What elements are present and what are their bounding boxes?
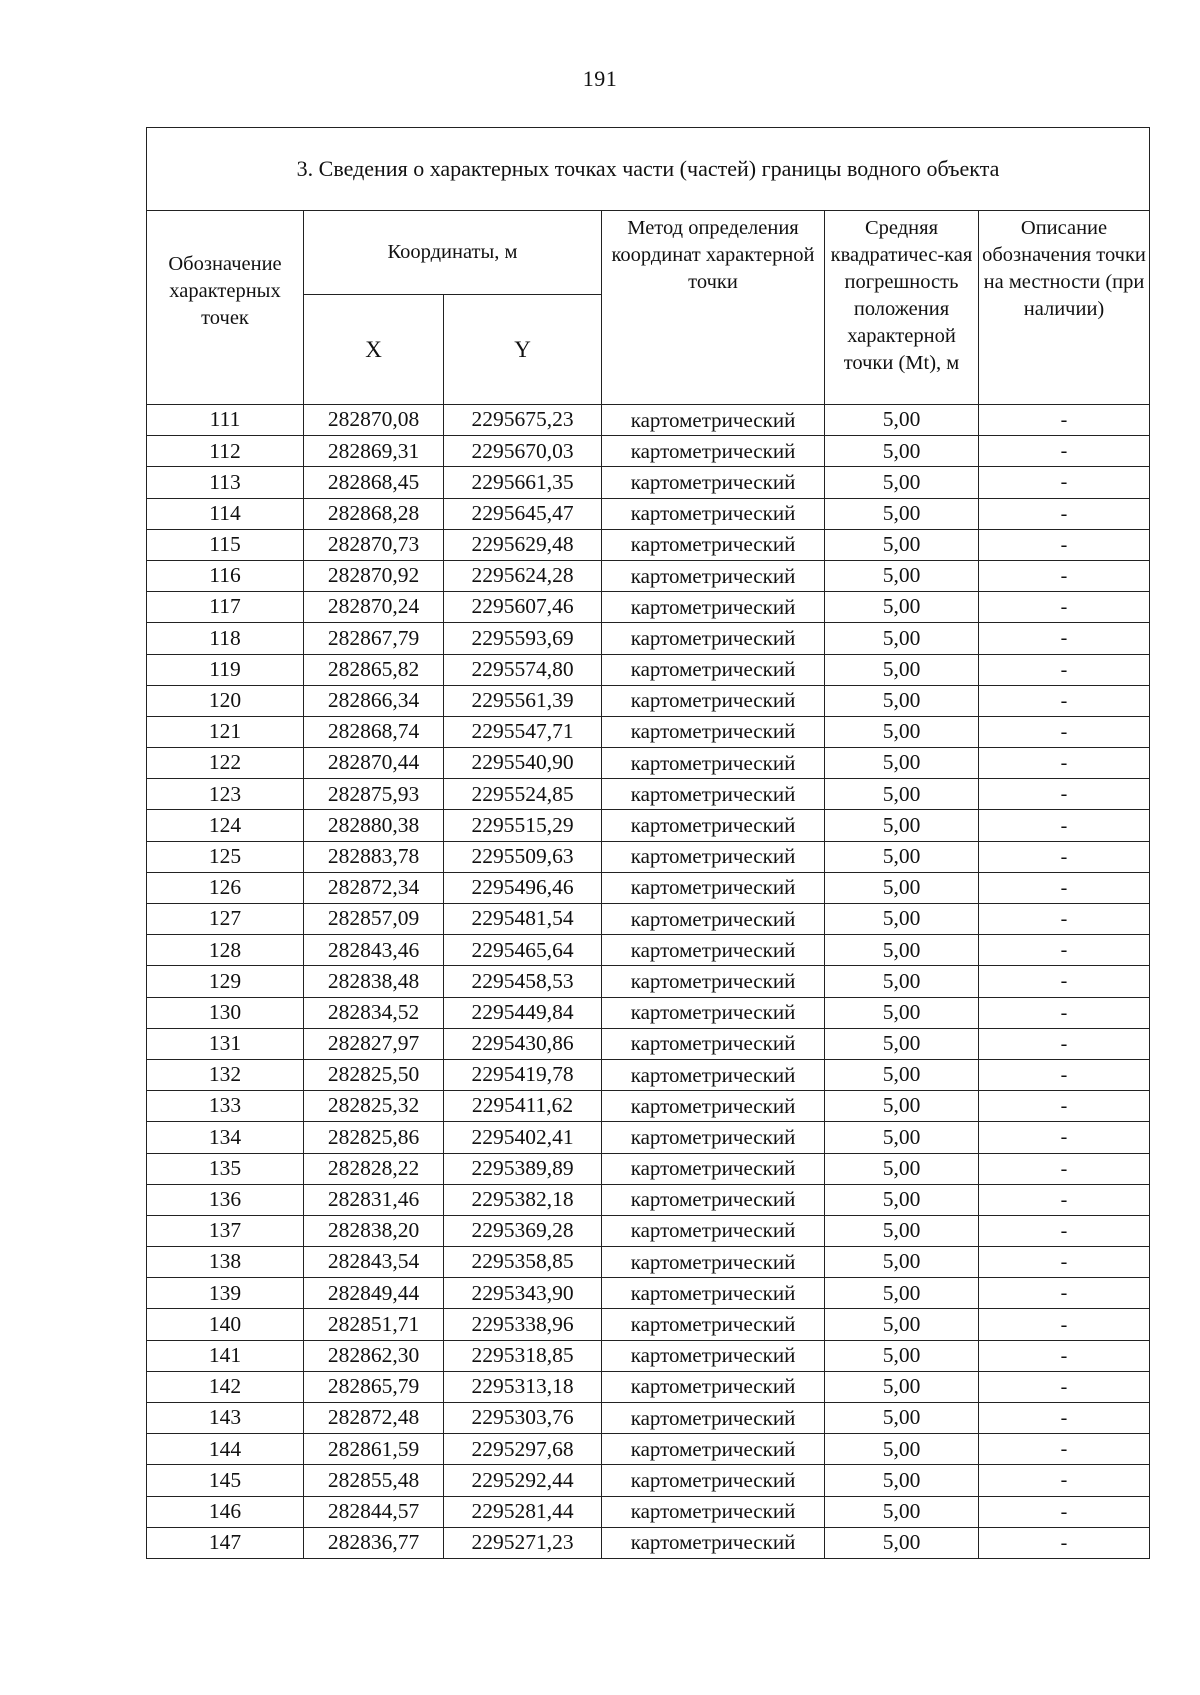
x-coordinate-cell: 282831,46 [304,1184,444,1215]
method-cell: картометрический [602,1465,825,1496]
table-row [147,1465,1150,1496]
table-row [147,1403,1150,1434]
accuracy-cell: 5,00 [825,1403,979,1434]
y-coordinate-cell: 2295574,80 [444,654,602,685]
point-number-cell: 136 [147,1184,304,1215]
y-coordinate-cell: 2295524,85 [444,779,602,810]
description-cell: - [979,436,1150,467]
accuracy-cell: 5,00 [825,1247,979,1278]
table-row [147,1309,1150,1340]
description-cell: - [979,1434,1150,1465]
accuracy-cell: 5,00 [825,623,979,654]
point-number-cell: 117 [147,592,304,623]
x-coordinate-cell: 282880,38 [304,810,444,841]
accuracy-cell: 5,00 [825,935,979,966]
point-number-cell: 127 [147,904,304,935]
table-row [147,467,1150,498]
accuracy-cell: 5,00 [825,1465,979,1496]
x-coordinate-cell: 282825,32 [304,1091,444,1122]
description-cell: - [979,1309,1150,1340]
table-row [147,529,1150,560]
x-coordinate-cell: 282825,50 [304,1059,444,1090]
method-cell: картометрический [602,1184,825,1215]
method-cell: картометрический [602,716,825,747]
y-coordinate-cell: 2295458,53 [444,966,602,997]
point-number-cell: 120 [147,685,304,716]
method-cell: картометрический [602,935,825,966]
x-coordinate-cell: 282828,22 [304,1153,444,1184]
point-number-cell: 111 [147,405,304,436]
y-coordinate-cell: 2295547,71 [444,716,602,747]
accuracy-cell: 5,00 [825,467,979,498]
table-row [147,1184,1150,1215]
method-cell: картометрический [602,841,825,872]
method-cell: картометрический [602,1059,825,1090]
table-row [147,1215,1150,1246]
y-coordinate-cell: 2295607,46 [444,592,602,623]
table-row [147,997,1150,1028]
method-cell: картометрический [602,1371,825,1402]
y-coordinate-cell: 2295389,89 [444,1153,602,1184]
description-cell: - [979,1184,1150,1215]
description-cell: - [979,1215,1150,1246]
method-cell: картометрический [602,654,825,685]
method-cell: картометрический [602,560,825,591]
description-cell: - [979,779,1150,810]
y-coordinate-cell: 2295465,64 [444,935,602,966]
point-number-cell: 143 [147,1403,304,1434]
table-row [147,1496,1150,1527]
point-number-cell: 142 [147,1371,304,1402]
y-coordinate-cell: 2295629,48 [444,529,602,560]
table-row [147,1278,1150,1309]
point-number-cell: 126 [147,872,304,903]
description-cell: - [979,498,1150,529]
table-row [147,841,1150,872]
description-cell: - [979,405,1150,436]
x-coordinate-cell: 282865,79 [304,1371,444,1402]
table-body [147,405,1150,1559]
x-coordinate-cell: 282870,24 [304,592,444,623]
accuracy-cell: 5,00 [825,1028,979,1059]
y-coordinate-cell: 2295419,78 [444,1059,602,1090]
y-coordinate-cell: 2295670,03 [444,436,602,467]
point-number-cell: 113 [147,467,304,498]
table-row [147,904,1150,935]
description-cell: - [979,841,1150,872]
x-coordinate-cell: 282866,34 [304,685,444,716]
accuracy-cell: 5,00 [825,748,979,779]
header-description: Описание обозначения точки на местности (при наличии) [979,211,1150,405]
method-cell: картометрический [602,966,825,997]
y-coordinate-cell: 2295561,39 [444,685,602,716]
x-coordinate-cell: 282844,57 [304,1496,444,1527]
point-number-cell: 135 [147,1153,304,1184]
accuracy-cell: 5,00 [825,997,979,1028]
header-method: Метод определения координат характерной точки [602,211,825,405]
table-row [147,1527,1150,1558]
x-coordinate-cell: 282849,44 [304,1278,444,1309]
method-cell: картометрический [602,685,825,716]
y-coordinate-cell: 2295509,63 [444,841,602,872]
accuracy-cell: 5,00 [825,1496,979,1527]
description-cell: - [979,1371,1150,1402]
y-coordinate-cell: 2295515,29 [444,810,602,841]
table-row [147,966,1150,997]
table-row [147,498,1150,529]
table-row [147,1122,1150,1153]
y-coordinate-cell: 2295338,96 [444,1309,602,1340]
method-cell: картометрический [602,1215,825,1246]
accuracy-cell: 5,00 [825,716,979,747]
accuracy-cell: 5,00 [825,841,979,872]
point-number-cell: 118 [147,623,304,654]
y-coordinate-cell: 2295343,90 [444,1278,602,1309]
accuracy-cell: 5,00 [825,1340,979,1371]
x-coordinate-cell: 282868,28 [304,498,444,529]
method-cell: картометрический [602,997,825,1028]
accuracy-cell: 5,00 [825,904,979,935]
table-row [147,1153,1150,1184]
x-coordinate-cell: 282843,46 [304,935,444,966]
table-row [147,560,1150,591]
description-cell: - [979,872,1150,903]
y-coordinate-cell: 2295645,47 [444,498,602,529]
description-cell: - [979,623,1150,654]
description-cell: - [979,748,1150,779]
x-coordinate-cell: 282872,34 [304,872,444,903]
accuracy-cell: 5,00 [825,1091,979,1122]
method-cell: картометрический [602,1527,825,1558]
method-cell: картометрический [602,1278,825,1309]
x-coordinate-cell: 282868,45 [304,467,444,498]
description-cell: - [979,1465,1150,1496]
table-row [147,716,1150,747]
description-cell: - [979,1340,1150,1371]
accuracy-cell: 5,00 [825,405,979,436]
y-coordinate-cell: 2295358,85 [444,1247,602,1278]
description-cell: - [979,529,1150,560]
x-coordinate-cell: 282851,71 [304,1309,444,1340]
y-coordinate-cell: 2295411,62 [444,1091,602,1122]
method-cell: картометрический [602,748,825,779]
x-coordinate-cell: 282870,44 [304,748,444,779]
description-cell: - [979,1122,1150,1153]
description-cell: - [979,1247,1150,1278]
method-cell: картометрический [602,436,825,467]
accuracy-cell: 5,00 [825,685,979,716]
y-coordinate-cell: 2295661,35 [444,467,602,498]
y-coordinate-cell: 2295540,90 [444,748,602,779]
description-cell: - [979,966,1150,997]
accuracy-cell: 5,00 [825,436,979,467]
accuracy-cell: 5,00 [825,810,979,841]
description-cell: - [979,716,1150,747]
point-number-cell: 130 [147,997,304,1028]
x-coordinate-cell: 282857,09 [304,904,444,935]
method-cell: картометрический [602,405,825,436]
point-number-cell: 116 [147,560,304,591]
point-number-cell: 139 [147,1278,304,1309]
header-y: Y [444,295,602,405]
table-row [147,1028,1150,1059]
point-number-cell: 132 [147,1059,304,1090]
method-cell: картометрический [602,623,825,654]
point-number-cell: 123 [147,779,304,810]
header-x: X [304,295,444,405]
y-coordinate-cell: 2295303,76 [444,1403,602,1434]
method-cell: картометрический [602,1496,825,1527]
accuracy-cell: 5,00 [825,1278,979,1309]
description-cell: - [979,997,1150,1028]
y-coordinate-cell: 2295313,18 [444,1371,602,1402]
description-cell: - [979,1091,1150,1122]
method-cell: картометрический [602,498,825,529]
method-cell: картометрический [602,904,825,935]
table-row [147,623,1150,654]
x-coordinate-cell: 282868,74 [304,716,444,747]
description-cell: - [979,1527,1150,1558]
point-number-cell: 119 [147,654,304,685]
table-row [147,748,1150,779]
accuracy-cell: 5,00 [825,592,979,623]
description-cell: - [979,1403,1150,1434]
x-coordinate-cell: 282867,79 [304,623,444,654]
y-coordinate-cell: 2295624,28 [444,560,602,591]
y-coordinate-cell: 2295297,68 [444,1434,602,1465]
table-row [147,1371,1150,1402]
accuracy-cell: 5,00 [825,1153,979,1184]
point-number-cell: 140 [147,1309,304,1340]
x-coordinate-cell: 282838,48 [304,966,444,997]
method-cell: картометрический [602,1091,825,1122]
y-coordinate-cell: 2295675,23 [444,405,602,436]
table-row [147,436,1150,467]
header-accuracy: Средняя квадратичес-кая погрешность положения характерной точки (Mt), м [825,211,979,405]
y-coordinate-cell: 2295449,84 [444,997,602,1028]
x-coordinate-cell: 282838,20 [304,1215,444,1246]
table-row [147,685,1150,716]
accuracy-cell: 5,00 [825,1309,979,1340]
y-coordinate-cell: 2295481,54 [444,904,602,935]
description-cell: - [979,810,1150,841]
description-cell: - [979,467,1150,498]
method-cell: картометрический [602,1122,825,1153]
table-row [147,592,1150,623]
accuracy-cell: 5,00 [825,560,979,591]
point-number-cell: 128 [147,935,304,966]
x-coordinate-cell: 282843,54 [304,1247,444,1278]
point-number-cell: 129 [147,966,304,997]
point-number-cell: 122 [147,748,304,779]
accuracy-cell: 5,00 [825,498,979,529]
accuracy-cell: 5,00 [825,872,979,903]
method-cell: картометрический [602,810,825,841]
point-number-cell: 146 [147,1496,304,1527]
description-cell: - [979,1278,1150,1309]
y-coordinate-cell: 2295292,44 [444,1465,602,1496]
point-number-cell: 144 [147,1434,304,1465]
method-cell: картометрический [602,1309,825,1340]
method-cell: картометрический [602,529,825,560]
description-cell: - [979,1028,1150,1059]
description-cell: - [979,592,1150,623]
accuracy-cell: 5,00 [825,529,979,560]
x-coordinate-cell: 282865,82 [304,654,444,685]
method-cell: картометрический [602,1028,825,1059]
description-cell: - [979,1153,1150,1184]
x-coordinate-cell: 282883,78 [304,841,444,872]
point-number-cell: 124 [147,810,304,841]
table-row [147,810,1150,841]
point-number-cell: 138 [147,1247,304,1278]
method-cell: картометрический [602,1403,825,1434]
description-cell: - [979,1496,1150,1527]
x-coordinate-cell: 282870,73 [304,529,444,560]
section-title: 3. Сведения о характерных точках части (частей) границы водного объекта [147,128,1150,211]
description-cell: - [979,1059,1150,1090]
accuracy-cell: 5,00 [825,1122,979,1153]
x-coordinate-cell: 282834,52 [304,997,444,1028]
table-row [147,1059,1150,1090]
point-number-cell: 131 [147,1028,304,1059]
accuracy-cell: 5,00 [825,1215,979,1246]
method-cell: картометрический [602,467,825,498]
x-coordinate-cell: 282827,97 [304,1028,444,1059]
point-number-cell: 147 [147,1527,304,1558]
table-row [147,1434,1150,1465]
y-coordinate-cell: 2295281,44 [444,1496,602,1527]
method-cell: картометрический [602,1247,825,1278]
description-cell: - [979,935,1150,966]
method-cell: картометрический [602,1153,825,1184]
point-number-cell: 114 [147,498,304,529]
header-coordinates: Координаты, м [304,211,602,295]
point-number-cell: 145 [147,1465,304,1496]
x-coordinate-cell: 282875,93 [304,779,444,810]
table-row [147,405,1150,436]
y-coordinate-cell: 2295382,18 [444,1184,602,1215]
accuracy-cell: 5,00 [825,1371,979,1402]
y-coordinate-cell: 2295369,28 [444,1215,602,1246]
header-designation: Обозначение характерных точек [147,211,304,405]
table-row [147,654,1150,685]
description-cell: - [979,685,1150,716]
method-cell: картометрический [602,872,825,903]
y-coordinate-cell: 2295318,85 [444,1340,602,1371]
y-coordinate-cell: 2295593,69 [444,623,602,654]
method-cell: картометрический [602,1340,825,1371]
point-number-cell: 134 [147,1122,304,1153]
x-coordinate-cell: 282869,31 [304,436,444,467]
point-number-cell: 141 [147,1340,304,1371]
x-coordinate-cell: 282825,86 [304,1122,444,1153]
boundary-points-table [146,127,1150,1559]
point-number-cell: 112 [147,436,304,467]
y-coordinate-cell: 2295496,46 [444,872,602,903]
table-row [147,1247,1150,1278]
table-row [147,779,1150,810]
page-number: 191 [582,66,618,91]
table-row [147,935,1150,966]
x-coordinate-cell: 282861,59 [304,1434,444,1465]
y-coordinate-cell: 2295402,41 [444,1122,602,1153]
table-row [147,872,1150,903]
accuracy-cell: 5,00 [825,1059,979,1090]
y-coordinate-cell: 2295430,86 [444,1028,602,1059]
x-coordinate-cell: 282870,92 [304,560,444,591]
description-cell: - [979,560,1150,591]
point-number-cell: 115 [147,529,304,560]
accuracy-cell: 5,00 [825,654,979,685]
x-coordinate-cell: 282862,30 [304,1340,444,1371]
y-coordinate-cell: 2295271,23 [444,1527,602,1558]
table-row [147,1091,1150,1122]
table-row [147,1340,1150,1371]
method-cell: картометрический [602,1434,825,1465]
accuracy-cell: 5,00 [825,779,979,810]
accuracy-cell: 5,00 [825,1184,979,1215]
method-cell: картометрический [602,779,825,810]
x-coordinate-cell: 282870,08 [304,405,444,436]
x-coordinate-cell: 282872,48 [304,1403,444,1434]
accuracy-cell: 5,00 [825,966,979,997]
description-cell: - [979,904,1150,935]
x-coordinate-cell: 282836,77 [304,1527,444,1558]
x-coordinate-cell: 282855,48 [304,1465,444,1496]
point-number-cell: 133 [147,1091,304,1122]
point-number-cell: 137 [147,1215,304,1246]
description-cell: - [979,654,1150,685]
accuracy-cell: 5,00 [825,1434,979,1465]
method-cell: картометрический [602,592,825,623]
accuracy-cell: 5,00 [825,1527,979,1558]
point-number-cell: 121 [147,716,304,747]
point-number-cell: 125 [147,841,304,872]
